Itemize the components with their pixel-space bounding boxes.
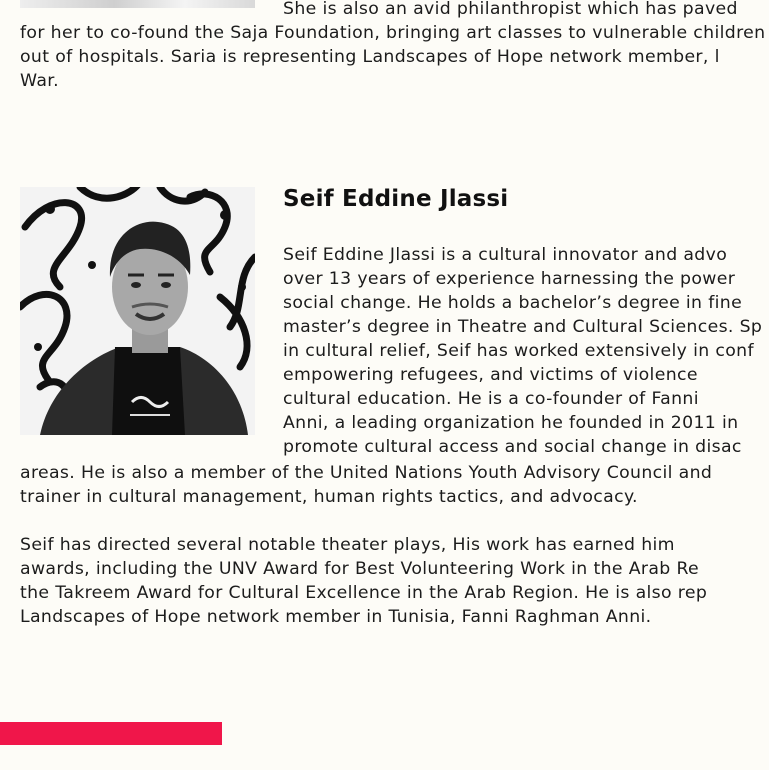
profile-photo (20, 187, 255, 435)
bio-line: in cultural relief, Seif has worked extensively in conf (283, 341, 754, 361)
bio2-line: Landscapes of Hope network member in Tunisia, Fanni Raghman Anni. (20, 607, 652, 627)
bio-line: over 13 years of experience harnessing the power (283, 269, 736, 289)
bio-line: cultural education. He is a co-founder of Fanni (283, 389, 699, 409)
previous-bio-line: out of hospitals. Saria is representing Landscapes of Hope network member, l (20, 47, 720, 67)
previous-bio-line: War. (20, 71, 59, 91)
bio-line: trainer in cultural management, human rights tactics, and advocacy. (20, 487, 638, 507)
bio2-line: the Takreem Award for Cultural Excellence in the Arab Region. He is also rep (20, 583, 708, 603)
bio2-line: Seif has directed several notable theater plays, His work has earned him (20, 535, 675, 555)
bio-line: social change. He holds a bachelor’s degree in fine (283, 293, 743, 313)
previous-bio-line: She is also an avid philanthropist which has paved (283, 0, 738, 19)
bio-line: Seif Eddine Jlassi is a cultural innovator and advo (283, 245, 728, 265)
previous-bio-line: for her to co-found the Saja Foundation, bringing art classes to vulnerable children (20, 23, 766, 43)
bio-line: empowering refugees, and victims of violence (283, 365, 698, 385)
accent-bar (0, 722, 222, 745)
profile-name: Seif Eddine Jlassi (283, 186, 509, 212)
bio2-line: awards, including the UNV Award for Best Volunteering Work in the Arab Re (20, 559, 700, 579)
bio-line: master’s degree in Theatre and Cultural Sciences. Sp (283, 317, 763, 337)
previous-profile-photo (20, 0, 255, 8)
bio-line: areas. He is also a member of the United Nations Youth Advisory Council and (20, 463, 713, 483)
bio-line: Anni, a leading organization he founded in 2011 in (283, 413, 739, 433)
bio-line: promote cultural access and social change in disac (283, 437, 742, 457)
